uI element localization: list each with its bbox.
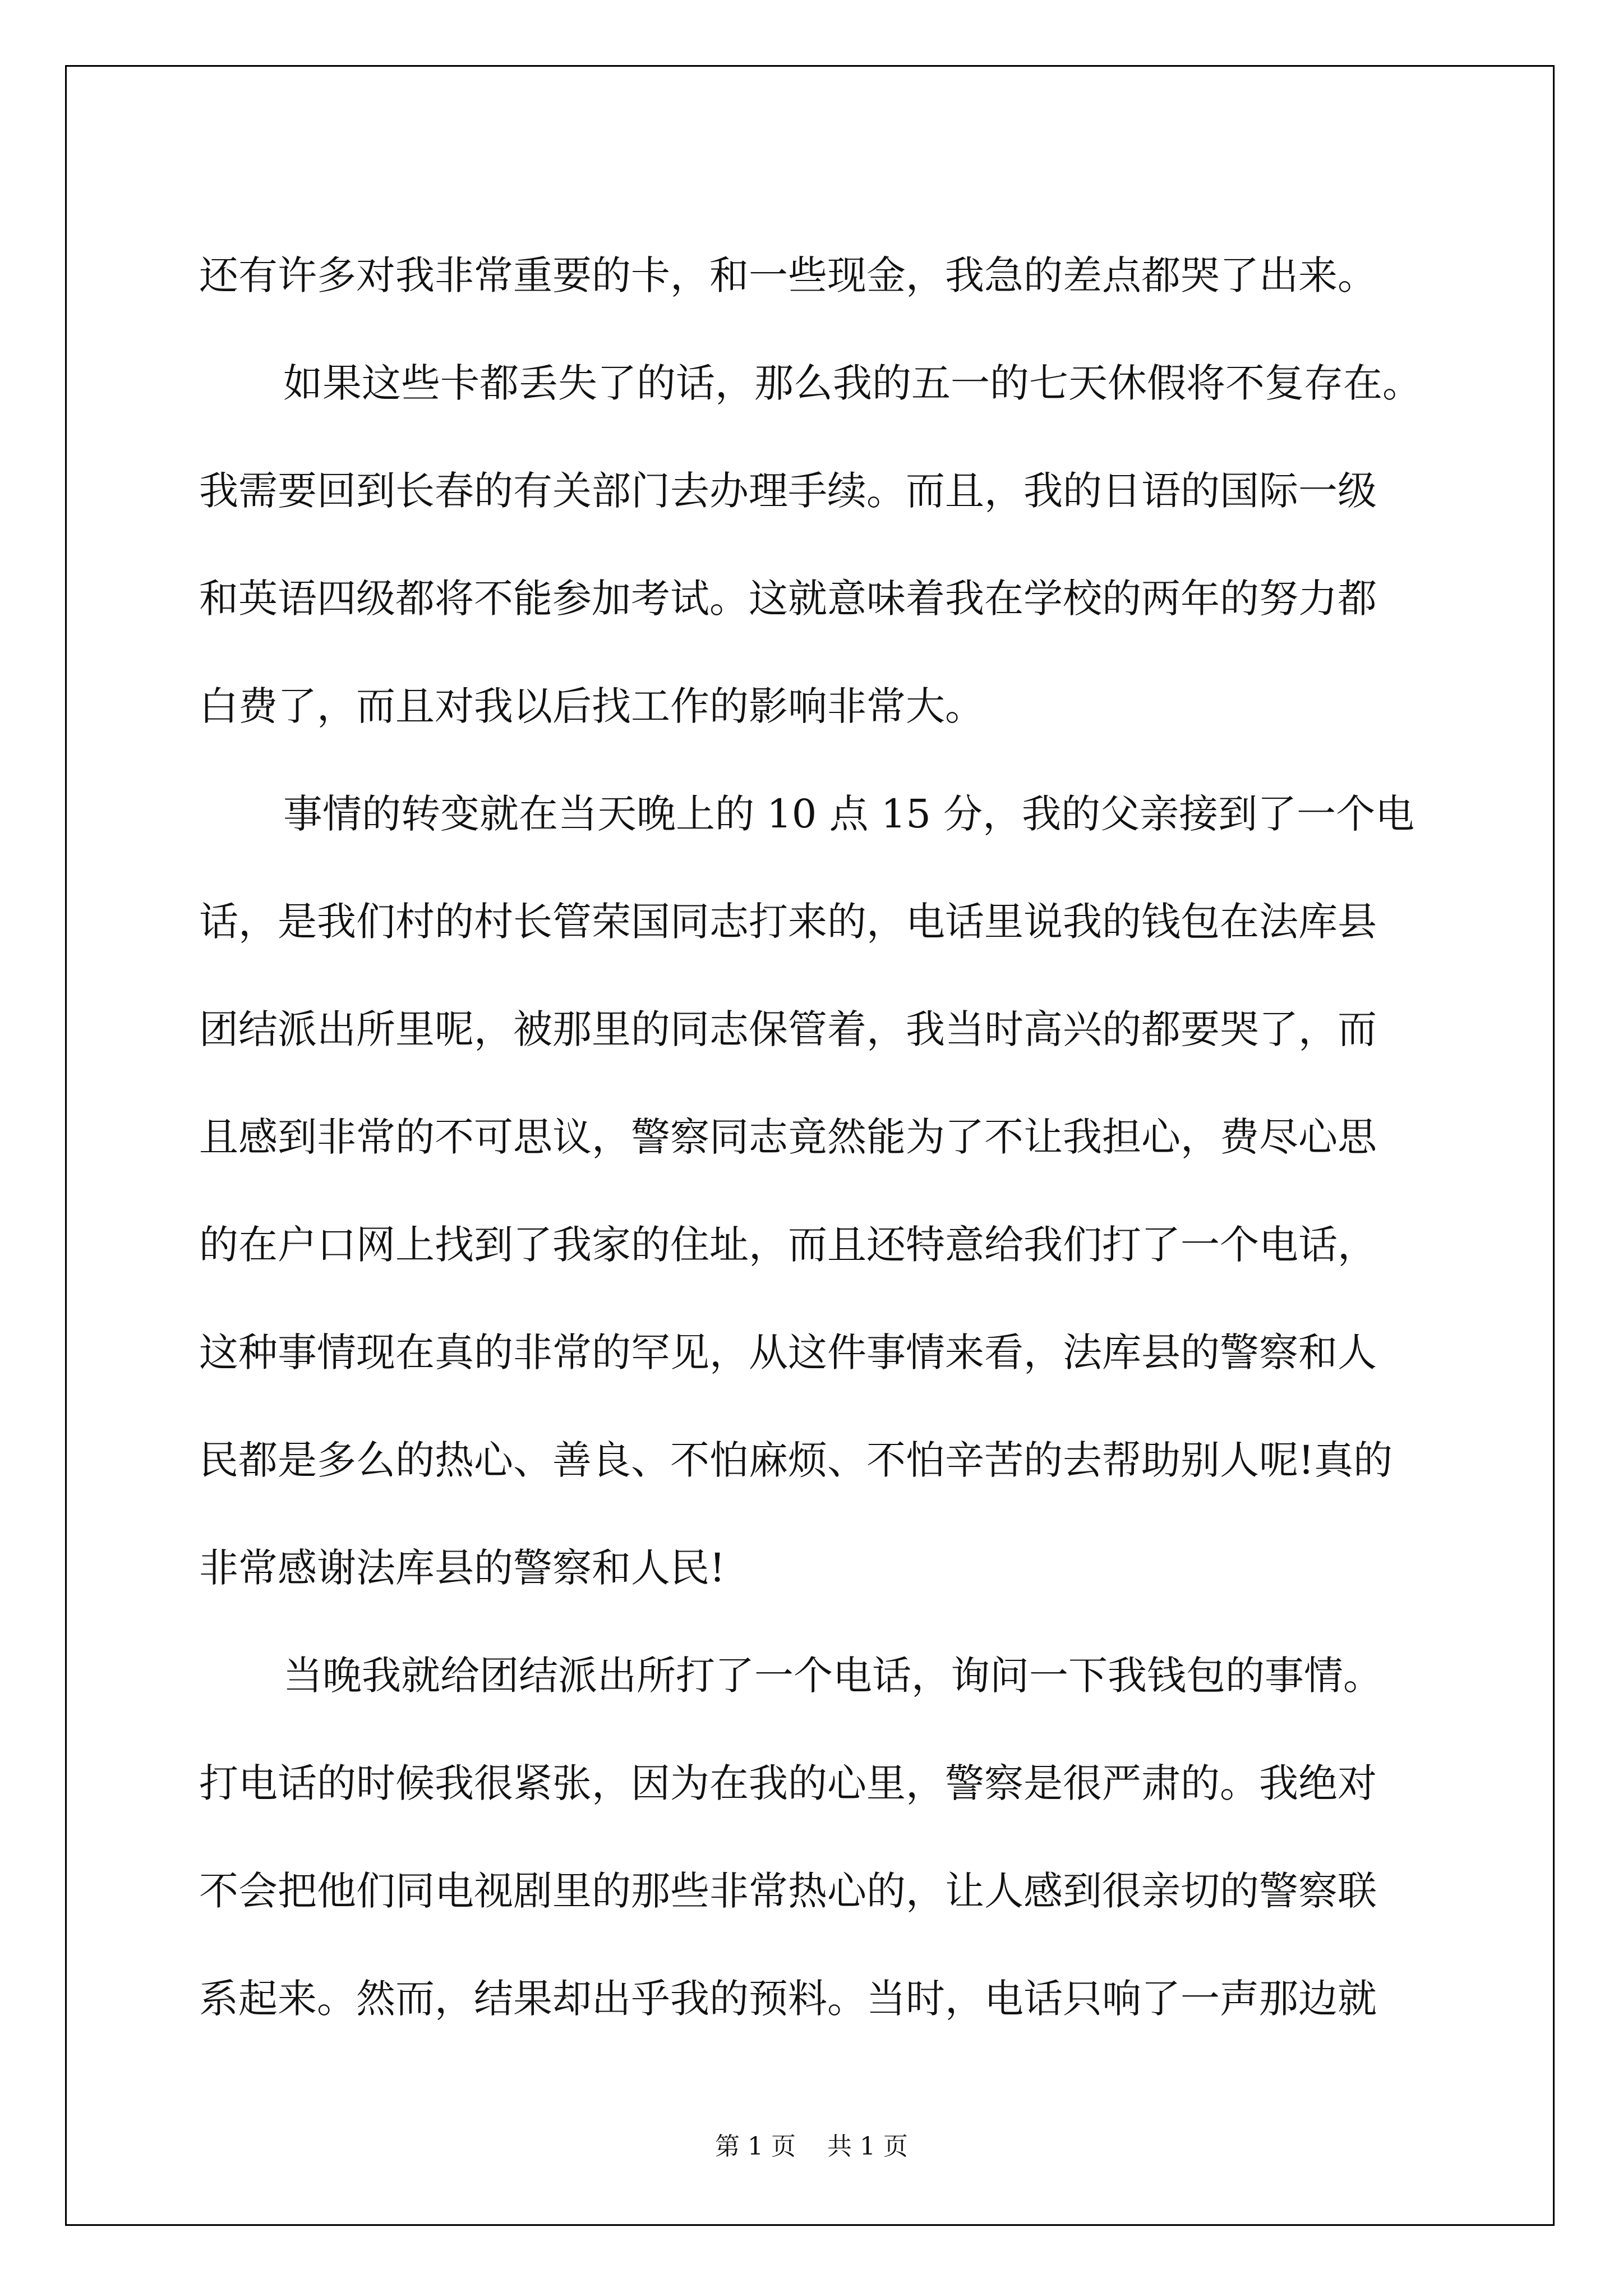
text-line: 且感到非常的不可思议，警察同志竟然能为了不让我担心，费尽心思 — [199, 1114, 1377, 1160]
text-line: 非常感谢法库县的警察和人民! — [199, 1545, 726, 1591]
paragraph-start-line: 当晚我就给团结派出所打了一个电话，询问一下我钱包的事情。 — [283, 1653, 1382, 1699]
text-line: 打电话的时候我很紧张，因为在我的心里，警察是很严肃的。我绝对 — [199, 1760, 1377, 1806]
text-line: 和英语四级都将不能参加考试。这就意味着我在学校的两年的努力都 — [199, 576, 1377, 622]
text-line: 民都是多么的热心、善良、不怕麻烦、不怕辛苦的去帮助别人呢!真的 — [199, 1437, 1393, 1483]
text-line: 白费了，而且对我以后找工作的影响非常大。 — [199, 683, 984, 729]
text-line: 这种事情现在真的非常的罕见，从这件事情来看，法库县的警察和人 — [199, 1329, 1377, 1375]
text-line: 不会把他们同电视剧里的那些非常热心的，让人感到很亲切的警察联 — [199, 1868, 1377, 1914]
text-line: 我需要回到长春的有关部门去办理手续。而且，我的日语的国际一级 — [199, 468, 1377, 514]
paragraph-start-line: 事情的转变就在当天晚上的 10 点 15 分，我的父亲接到了一个电 — [283, 791, 1415, 837]
page-number-footer: 第 1 页 共 1 页 — [715, 2132, 908, 2161]
text-line: 还有许多对我非常重要的卡，和一些现金，我急的差点都哭了出来。 — [199, 252, 1377, 298]
paragraph-start-line: 如果这些卡都丢失了的话，那么我的五一的七天休假将不复存在。 — [283, 360, 1422, 406]
text-line: 团结派出所里呢，被那里的同志保管着，我当时高兴的都要哭了，而 — [199, 1006, 1377, 1052]
text-line: 话，是我们村的村长管荣国同志打来的，电话里说我的钱包在法库县 — [199, 899, 1377, 945]
text-line: 的在户口网上找到了我家的住址，而且还特意给我们打了一个电话， — [199, 1222, 1377, 1268]
text-line: 系起来。然而，结果却出乎我的预料。当时，电话只响了一声那边就 — [199, 1976, 1377, 2022]
